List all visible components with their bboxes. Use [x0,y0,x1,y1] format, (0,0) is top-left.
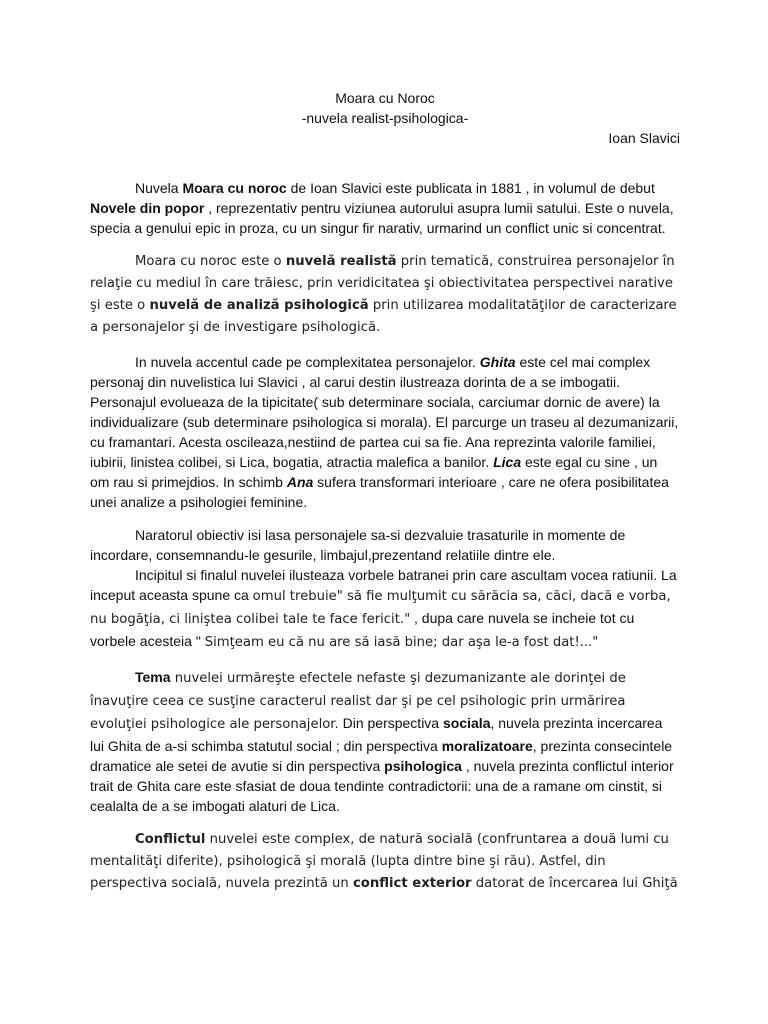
paragraph-theme [90,667,680,816]
bold-run: Conflictul [135,832,206,847]
bold-run: Novele din popor [90,200,205,216]
text-run: este cel mai complex personaj din nuvelistica lui Slavici , al carui destin ilustreaza dorinta de a se imbogatii. Personajul evolueaza de la tipicitate( sub determinare sociala, carciumar dornic de avere) la individualizare (sub determinare psihologica si morala). El parcurge un traseu al dezumanizarii, cu framantari. Acesta oscileaza,nestiind de partea cui sa fie. Ana reprezinta valorile familiei, iubirii, linistea colibei, si Lica, bogatia, atractia malefica a banilor. [90,354,679,470]
text-run: nuvelei urmăreşte efectele nefaste şi dezumanizante ale dorinţei de înavuţire ceea ce susţine caracterul realist dar şi pe cel psihologic prin urmărirea evoluţiei psihologice ale personajelor. [90,671,626,732]
text-run: nuvelei este complex, de natură socială (confruntarea a două lumi cu mentalităţi diferite), psihologică şi morală (lupta dintre bine şi rău). Astfel, din perspectiva socială, nuvela prezintă un [90,832,669,891]
document-author: Ioan Slavici [608,130,680,146]
paragraph-realist [90,251,680,339]
text-run: , dupa care nuvela se incheie tot cu vorbele acesteia " [90,610,635,649]
document-title: Moara cu Noroc [335,90,435,106]
paragraph-conflict [90,829,680,895]
bold-run: psihologica [384,758,462,774]
text-run: de Ioan Slavici este publicata in 1881 , in volumul de debut [286,180,655,196]
text-run: Din perspectiva [338,715,443,731]
paragraph-characters [90,352,680,512]
text-run: este egal cu sine , un om rau si primejdios. In schimb [90,454,658,490]
paragraph-narrator [90,525,680,565]
bold-italic-run: Ana [286,474,314,490]
text-run: Nuvela [135,180,183,196]
text-run: prin utilizarea modalitatăţilor de caracterizare a personajelor şi de investigare psihologică. [90,298,677,335]
text-run: , nuvela prezinta incercarea lui Ghita de a-si schimba statutul social ; din perspectiva [90,715,663,754]
bold-run: Tema [135,669,171,685]
bold-run: conflict exterior [352,876,472,891]
text-run: Naratorul obiectiv isi lasa personajele sa-si dezvaluie trasaturile in momente de incordare, consemnandu-le gesurile, limbajul,prezentand relatiile dintre ele. [90,527,626,563]
bold-run: nuvelă de analiză psihologică [149,298,369,313]
quote-run: omul trebuie" să fie mulţumit cu sărăcia sa, căci, dacă e vorba, nu bogăţia, ci liniştea colibei tale te face fericit." [90,589,671,627]
text-run: sufera transformari interioare , care ne ofera posibilitatea unei analize a psihologiei feminine. [90,474,669,510]
text-run: In nuvela accentul cade pe complexitatea personajelor. [135,354,480,370]
text-run: , prezinta consecintele dramatice ale setei de avutie si din perspectiva [90,738,673,774]
text-run: prin tematică, construirea personajelor în relaţie cu mediul în care trăiesc, prin veridicitatea şi obiectivitatea [90,254,675,291]
text-run: , reprezentativ pentru viziunea autorului asupra lumii satului. Este o nuvela, specia a genului epic in proza, cu un singur fir narativ, urmarind un conflict unic si concentrat. [90,200,674,236]
document-subtitle: -nuvela realist-psihologica- [301,110,469,126]
bold-italic-run: Lica [493,454,522,470]
text-run: perspectivei narative [533,276,673,291]
text-run: Moara cu noroc este o [135,254,286,269]
text-run: , nuvela prezinta conflictul interior trait de Ghita care este sfasiat de doua tendinte contradictorii: una de a ramane om cinstit, si cealalta de a se imbogati alaturi de Lica. [90,758,674,814]
bold-italic-run: Ghita [479,354,516,370]
bold-run: nuvelă realistă [285,254,397,269]
bold-run: moralizatoare [441,738,533,754]
text-run: datorat de încercarea lui Ghiţă [471,876,678,891]
paragraph-intro [90,178,680,238]
text-run: Incipitul si finalul nuvelei ilusteaza vorbele batranei prin care ascultam vocea ratiunii. La inceput aceasta spune ca [90,567,677,603]
text-run: şi este o [90,298,150,313]
paragraph-incipit [90,565,680,654]
bold-run: Moara cu noroc [182,180,287,196]
quote-run: Simţeam eu că nu are să iasă bine; dar aşa le-a fost dat!..." [204,635,599,650]
document-page [90,88,680,908]
bold-run: sociala [443,715,491,731]
